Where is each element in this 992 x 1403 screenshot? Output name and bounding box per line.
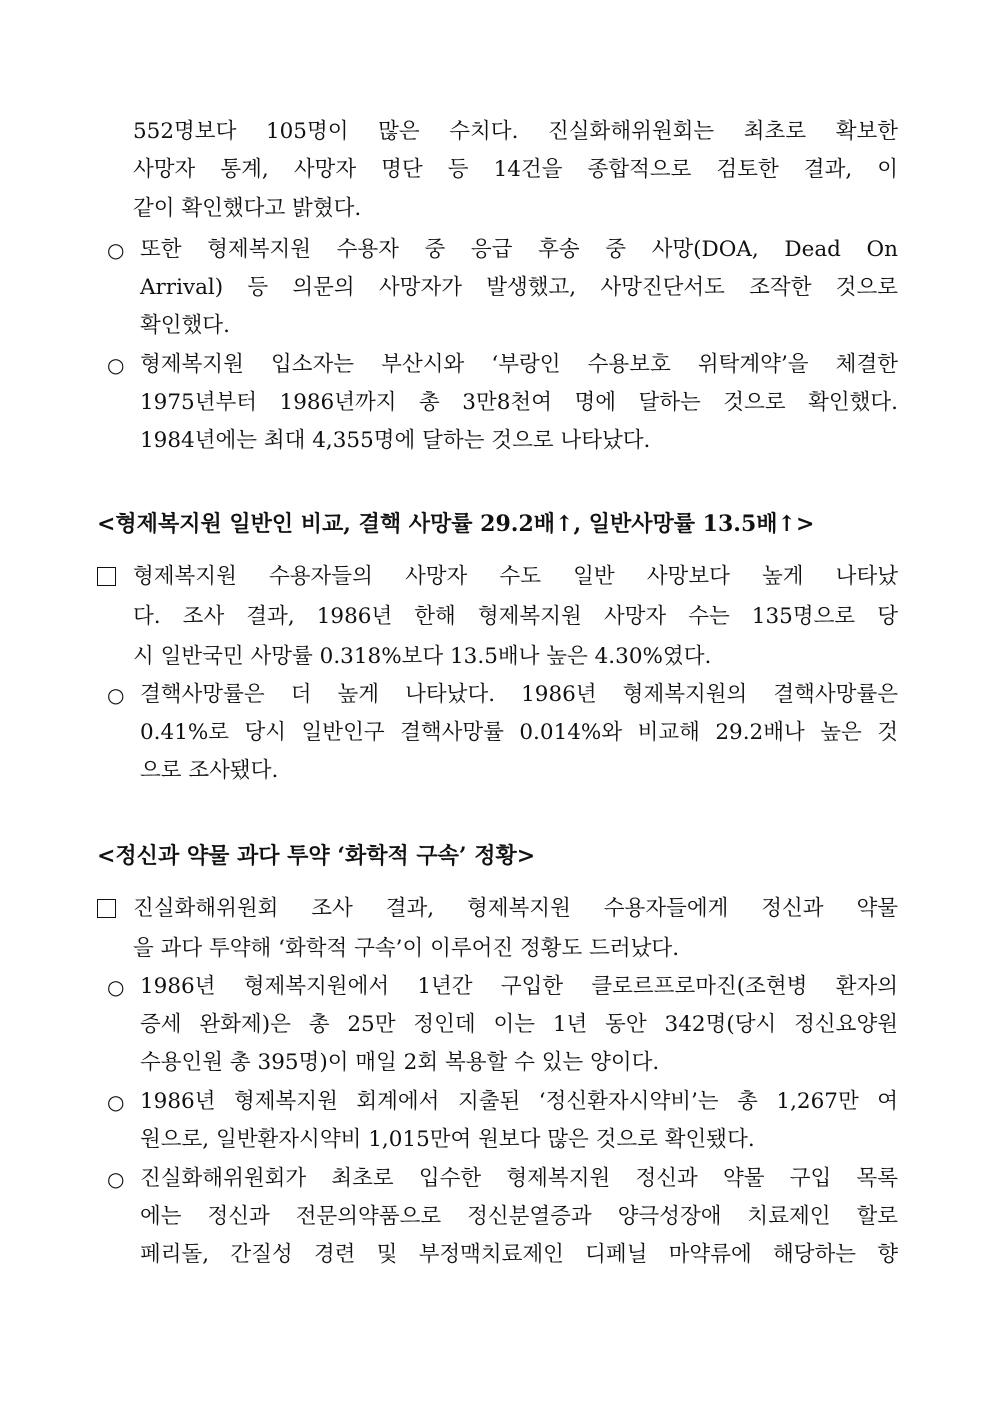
bullet-line: 증세 완화제)은 총 25만 정인데 이는 1년 동안 342명(당시 정신요양원 [140, 1012, 898, 1037]
circle-bullet-icon: ○ [107, 353, 125, 377]
paragraph-line: 형제복지원 수용자들의 사망자 수도 일반 사망보다 높게 나타났 [133, 564, 898, 589]
paragraph-line: 진실화해위원회 조사 결과, 형제복지원 수용자들에게 정신과 약물 [133, 896, 898, 921]
bullet-line: 1986년 형제복지원에서 1년간 구입한 클로르프로마진(조현병 환자의 [140, 974, 898, 999]
paragraph-line: 을 과다 투약해 ‘화학적 구속’이 이루어진 정황도 드러났다. [133, 936, 680, 961]
paragraph-line: 사망자 통계, 사망자 명단 등 14건을 종합적으로 검토한 결과, 이 [133, 157, 898, 182]
bullet-line: Arrival) 등 의문의 사망자가 발생했고, 사망진단서도 조작한 것으로 [140, 275, 898, 300]
bullet-line: 1984년에는 최대 4,355명에 달하는 것으로 나타났다. [140, 428, 651, 453]
paragraph-line: 다. 조사 결과, 1986년 한해 형제복지원 사망자 수는 135명으로 당 [133, 604, 898, 629]
bullet-line: 에는 정신과 전문의약품으로 정신분열증과 양극성장애 치료제인 할로 [140, 1204, 898, 1229]
circle-bullet-icon: ○ [107, 1167, 125, 1191]
bullet-line: 진실화해위원회가 최초로 입수한 형제복지원 정신과 약물 구입 목록 [140, 1166, 898, 1191]
bullet-line: 확인했다. [140, 313, 230, 338]
bullet-line: 수용인원 총 395명)이 매일 2회 복용할 수 있는 양이다. [140, 1050, 660, 1075]
circle-bullet-icon: ○ [107, 238, 125, 262]
bullet-line: 또한 형제복지원 수용자 중 응급 후송 중 사망(DOA, Dead On [140, 237, 898, 262]
circle-bullet-icon: ○ [107, 975, 125, 999]
bullet-line: 결핵사망률은 더 높게 나타났다. 1986년 형제복지원의 결핵사망률은 [140, 682, 898, 707]
bullet-line: 1975년부터 1986년까지 총 3만8천여 명에 달하는 것으로 확인했다. [140, 390, 898, 415]
bullet-line: 으로 조사됐다. [140, 758, 279, 783]
square-bullet-icon [97, 567, 116, 586]
section-heading: <형제복지원 일반인 비교, 결핵 사망률 29.2배↑, 일반사망률 13.5배↑> [97, 511, 815, 537]
paragraph-line: 552명보다 105명이 많은 수치다. 진실화해위원회는 최초로 확보한 [133, 119, 898, 144]
bullet-line: 페리돌, 간질성 경련 및 부정맥치료제인 디페닐 마약류에 해당하는 향 [140, 1242, 898, 1267]
paragraph-line: 같이 확인했다고 밝혔다. [133, 196, 362, 221]
bullet-line: 형제복지원 입소자는 부산시와 ‘부랑인 수용보호 위탁계약’을 체결한 [140, 352, 898, 377]
bullet-line: 0.41%로 당시 일반인구 결핵사망률 0.014%와 비교해 29.2배나 높은 것 [140, 720, 898, 745]
bullet-line: 원으로, 일반환자시약비 1,015만여 원보다 많은 것으로 확인됐다. [140, 1127, 755, 1152]
paragraph-line: 시 일반국민 사망률 0.318%보다 13.5배나 높은 4.30%였다. [133, 644, 712, 669]
section-heading: <정신과 약물 과다 투약 ‘화학적 구속’ 정황> [97, 843, 536, 869]
bullet-line: 1986년 형제복지원 회계에서 지출된 ‘정신환자시약비’는 총 1,267만 여 [140, 1089, 898, 1114]
circle-bullet-icon: ○ [107, 683, 125, 707]
square-bullet-icon [97, 899, 116, 918]
circle-bullet-icon: ○ [107, 1090, 125, 1114]
